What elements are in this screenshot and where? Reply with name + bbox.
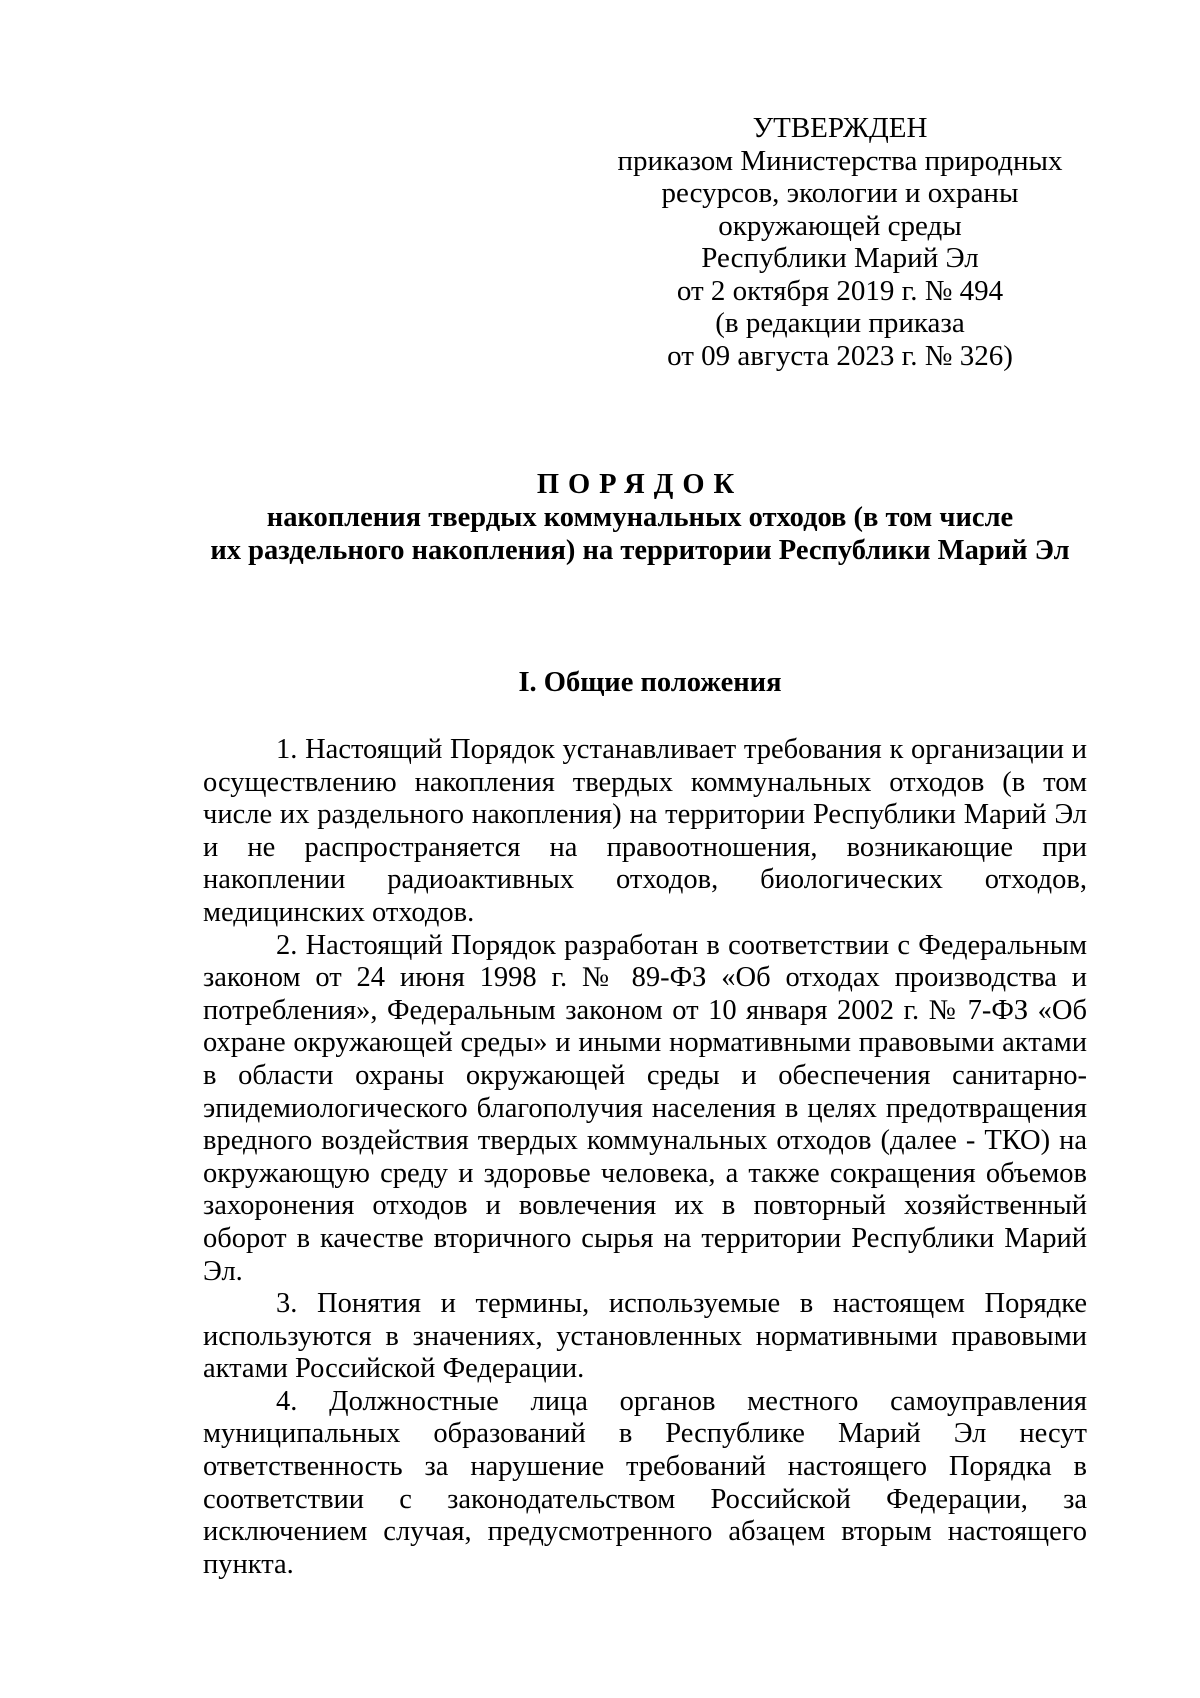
approval-line: Республики Марий Эл	[701, 242, 979, 274]
section-heading: I. Общие положения	[518, 667, 782, 698]
approval-line: ресурсов, экологии и охраны	[661, 177, 1019, 209]
section-body	[203, 734, 1087, 1581]
paragraph-2: 2. Настоящий Порядок разработан в соответствии с Федеральным законом от 24 июня 1998 г. № 89-ФЗ «Об отходах производства и потребления», Федеральным законом от 10 января 2002 г. № 7-ФЗ «Об охране окружающей среды» и иными нормативными правовыми актами в области охраны окружающей среды и обеспечения санитарно-эпидемиологического благополучия населения в целях предотвращения вредного воздействия твердых коммунальных отходов (далее - ТКО) на окружающую среду и здоровье человека, а также сокращения объемов захоронения отходов и вовлечения их в повторный хозяйственный оборот в качестве вторичного сырья на территории Республики Марий Эл.	[203, 929, 1087, 1287]
approval-line: от 2 октября 2019 г. № 494	[676, 274, 1004, 307]
document-subtitle-line: накопления твердых коммунальных отходов (в том числе	[266, 502, 1014, 533]
paragraph-1: 1. Настоящий Порядок устанавливает требования к организации и осуществлению накопления твердых коммунальных отходов (в том числе их раздельного накопления) на территории Республики Марий Эл и не распространяется на правоотношения, возникающие при накоплении радиоактивных отходов, биологических отходов, медицинских отходов.	[203, 734, 1087, 928]
approval-line: УТВЕРЖДЕН	[752, 112, 928, 144]
approval-line: окружающей среды	[718, 209, 962, 242]
document-title: ПОРЯДОК	[536, 469, 744, 500]
approval-line: (в редакции приказа	[715, 307, 965, 339]
document-title-block	[180, 468, 1100, 567]
document-subtitle-line: их раздельного накопления) на территории Республики Марий Эл	[210, 535, 1070, 566]
paragraph-3: 3. Понятия и термины, используемые в настоящем Порядке используются в значениях, установленных нормативными правовыми актами Российской Федерации.	[203, 1288, 1087, 1385]
approval-stamp	[600, 112, 1080, 372]
paragraph-4: 4. Должностные лица органов местного самоуправления муниципальных образований в Республике Марий Эл несут ответственность за нарушение требований настоящего Порядка в соответствии с законодательством Российской Федерации, за исключением случая, предусмотренного абзацем вторым настоящего пункта.	[203, 1385, 1087, 1580]
approval-line: приказом Министерства природных	[617, 144, 1063, 177]
approval-line: от 09 августа 2023 г. № 326)	[667, 339, 1013, 372]
